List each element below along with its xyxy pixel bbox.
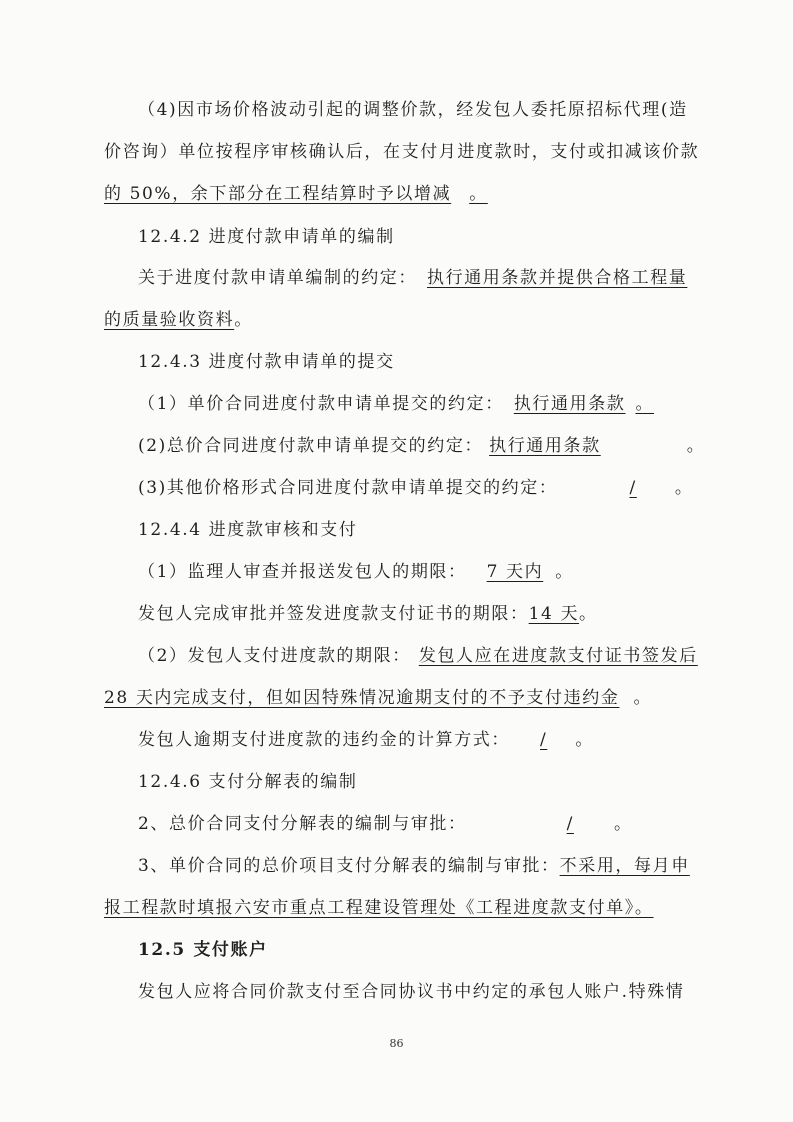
filled-value: 的 50%，余下部分在工程结算时予以增减 。 [104, 184, 488, 204]
section-heading-12-4-3: 12.4.3 进度付款申请单的提交 [138, 352, 395, 372]
section-heading-12-4-4: 12.4.4 进度款审核和支付 [138, 520, 358, 540]
clause-4-line-3 [104, 182, 488, 206]
clause-12-4-4-4 [138, 728, 594, 752]
clause-4-line-2 [104, 140, 699, 164]
label: 2、总价合同支付分解表的编制与审批： [138, 814, 467, 834]
clause-12-4-6-2 [138, 812, 633, 836]
label: 3、单价合同的总价项目支付分解表的编制与审批： [138, 856, 560, 876]
clause-12-4-4-3-line-1 [138, 644, 698, 668]
clause-12-4-2-line-1 [138, 266, 687, 290]
clause-12-5-line-1: 发包人应将合同价款支付至合同协议书中约定的承包人账户.特殊情 [138, 982, 685, 1002]
filled-value: 执行通用条款 。 [513, 394, 655, 414]
filled-value: 7 天内 [486, 562, 544, 582]
clause-12-4-2-line-2 [104, 308, 253, 332]
text: 。 [686, 436, 706, 456]
label: （1）单价合同进度付款申请单提交的约定： [138, 394, 504, 414]
label: (3)其他价格形式合同进度付款申请单提交的约定： [138, 478, 558, 498]
filled-value: 发包人应在进度款支付证书签发后 [418, 646, 698, 666]
clause-12-4-3-1 [138, 392, 654, 416]
clause-4-line-1 [138, 98, 688, 122]
filled-value: / [540, 730, 548, 750]
filled-value: 的质量验收资料 [104, 310, 235, 330]
label: 发包人逾期支付进度款的违约金的计算方式： [138, 730, 510, 750]
section-heading-12-5: 12.5 支付账户 [138, 940, 268, 960]
filled-value: 不采用，每月申 [559, 856, 690, 876]
label: （1）监理人审查并报送发包人的期限： [138, 562, 467, 582]
filled-value: 14 天 [528, 604, 580, 624]
clause-12-4-6-3-line-1 [138, 854, 690, 878]
text: 。 [575, 730, 594, 750]
filled-value: 28 天内完成支付，但如因特殊情况逾期支付的不予支付违约金 [104, 688, 620, 708]
clause-12-4-4-3-line-2 [104, 686, 652, 710]
filled-value: 执行通用条款 [489, 436, 601, 456]
text: 价咨询）单位按程序审核确认后，在支付月进度款时，支付或扣减该价款 [104, 142, 700, 162]
clause-12-4-6-3-line-2 [104, 896, 654, 920]
text: （4)因市场价格波动引起的调整价款，经发包人委托原招标代理(造 [138, 100, 688, 120]
filled-value: / [629, 478, 637, 498]
section-heading-12-4-6: 12.4.6 支付分解表的编制 [138, 772, 358, 792]
text: 。 [613, 814, 633, 834]
filled-value: 报工程款时填报六安市重点工程建设管理处《工程进度款支付单》。 [104, 898, 654, 918]
filled-value: 执行通用条款并提供合格工程量 [427, 268, 688, 288]
text: 。 [633, 688, 653, 708]
page-number: 86 [389, 1037, 404, 1050]
section-heading-12-4-2: 12.4.2 进度付款申请单的编制 [138, 227, 395, 247]
text: 。 [234, 310, 253, 330]
filled-value: / [566, 814, 574, 834]
text: 。 [579, 604, 598, 624]
clause-12-4-3-2 [138, 434, 705, 458]
clause-12-4-4-1 [138, 560, 574, 584]
clause-12-4-3-3 [138, 476, 693, 500]
text: 。 [674, 478, 694, 498]
label: 关于进度付款申请单编制的约定： [138, 268, 417, 288]
label: 发包人完成审批并签发进度款支付证书的期限： [138, 604, 529, 624]
text: 。 [555, 562, 574, 582]
label: (2)总价合同进度付款申请单提交的约定： [138, 436, 484, 456]
label: （2）发包人支付进度款的期限： [138, 646, 411, 666]
clause-12-4-4-2 [138, 602, 598, 626]
